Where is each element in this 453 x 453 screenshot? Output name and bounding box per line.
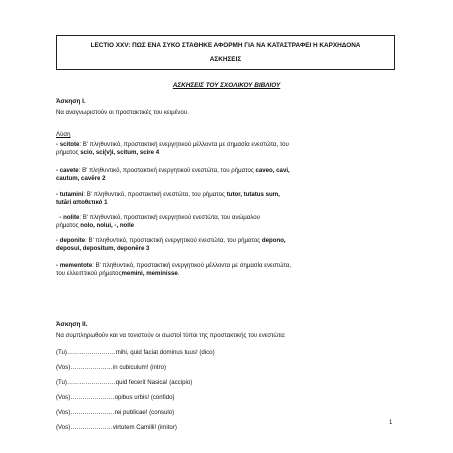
fill-line: (Vos)………………….rei publicae! (consulo) <box>56 409 175 416</box>
title-box <box>56 35 395 70</box>
fill-line: (Tu)……………………mihi, quid faciat dominus tuus! (dico) <box>56 349 215 356</box>
list-item <box>56 191 395 207</box>
fill-line: (Tu)……………………quid fecerit Nasica! (accipio) <box>56 379 193 386</box>
list-item <box>56 237 395 253</box>
item-verb: nolo, nolui, -, nolle <box>80 222 135 229</box>
fill-line: (Vos)………………….opibus urbis! (confido) <box>56 394 175 401</box>
item-verb: memini, meminisse <box>121 270 178 277</box>
exercise-2-heading: Άσκηση ΙΙ. <box>56 321 88 328</box>
page-number: 1 <box>389 420 393 426</box>
item-verb: scio, sci(v)i, scitum, scire 4 <box>80 149 160 156</box>
item-text: : Β' πληθυντικό, προστακτική ενεργητικού μέλλοντα με σημασία ενεστώτα, του <box>79 141 289 148</box>
item-lead: - nolite <box>59 214 80 221</box>
item-verb: tutāri αποθετικό 1 <box>56 199 108 206</box>
fill-line: (Vos)…………………virtutem Camilli! (imitor) <box>56 424 177 431</box>
exercise-2-instruction: Να συμπληρωθούν και να τονιστούν οι σωστοί τύποι της προστακτικής του ενεστώτα: <box>56 332 286 339</box>
exercise-1-instruction: Να αναγνωριστούν οι προστακτικές του κειμένου. <box>56 109 189 116</box>
item-lead: - mementote <box>56 262 93 269</box>
list-item <box>56 262 395 278</box>
item-text: ρήματος <box>56 222 81 229</box>
item-verb: caveo, cavi, <box>255 167 290 174</box>
item-verb: depono, <box>261 237 286 244</box>
item-text: του ελλειπτικού ρήματος <box>56 270 122 277</box>
item-text: : Β' πληθυντικό, προστακτική ενεργητικού ενεστώτα, του ρήματος <box>78 167 256 174</box>
exercise-1-heading: Άσκηση Ι. <box>56 98 86 105</box>
item-lead: - scitote <box>56 141 80 148</box>
item-text: : Β' πληθυντικό, προστακτική ενεστώτα, του ρήματος <box>83 191 227 198</box>
solution-label: Λύση <box>56 131 71 138</box>
section-subtitle: ΑΣΚΗΣΕΙΣ ΤΟΥ ΣΧΟΛΙΚΟΥ ΒΙΒΛΙΟΥ <box>172 82 281 89</box>
list-item <box>56 167 395 183</box>
item-lead: - tutamini <box>56 191 84 198</box>
item-text: : Β' πληθυντικό, προστακτική ενεργητικού ενεστώτα, του ανώμαλου <box>79 214 260 221</box>
item-text: : Β' πληθυντικό, προστακτική ενεργητικού μέλλοντα με σημασία ενεστώτα, <box>92 262 291 269</box>
fill-line: (Vos)…………………in cubiculum! (intro) <box>56 364 167 371</box>
item-verb: tutor, tutatus sum, <box>226 191 280 198</box>
item-text: : Β' πληθυντικό, προστακτική ενεργητικού ενεστώτα, του ρήματος <box>85 237 262 244</box>
document-title: LECTIO XXV: ΠΩΣ ΕΝΑ ΣΥΚΟ ΣΤΑΘΗΚΕ ΑΦΟΡΜΗ ΓΙΑ ΝΑ ΚΑΤΑΣΤΡΑΦΕΙ Η ΚΑΡΧΗΔΟΝΑ <box>90 42 361 49</box>
item-text: ρήματος <box>56 149 81 156</box>
item-verb: cautum, cavēre 2 <box>56 175 106 182</box>
item-text: . <box>177 270 180 277</box>
document-title-sub: ΑΣΚΗΣΕΙΣ <box>209 56 242 63</box>
item-lead: - cavete <box>56 167 79 174</box>
list-item <box>56 214 395 230</box>
item-verb: deposui, depositum, deponĕre 3 <box>56 245 150 252</box>
item-lead: - deponite <box>56 237 86 244</box>
list-item <box>56 141 395 157</box>
